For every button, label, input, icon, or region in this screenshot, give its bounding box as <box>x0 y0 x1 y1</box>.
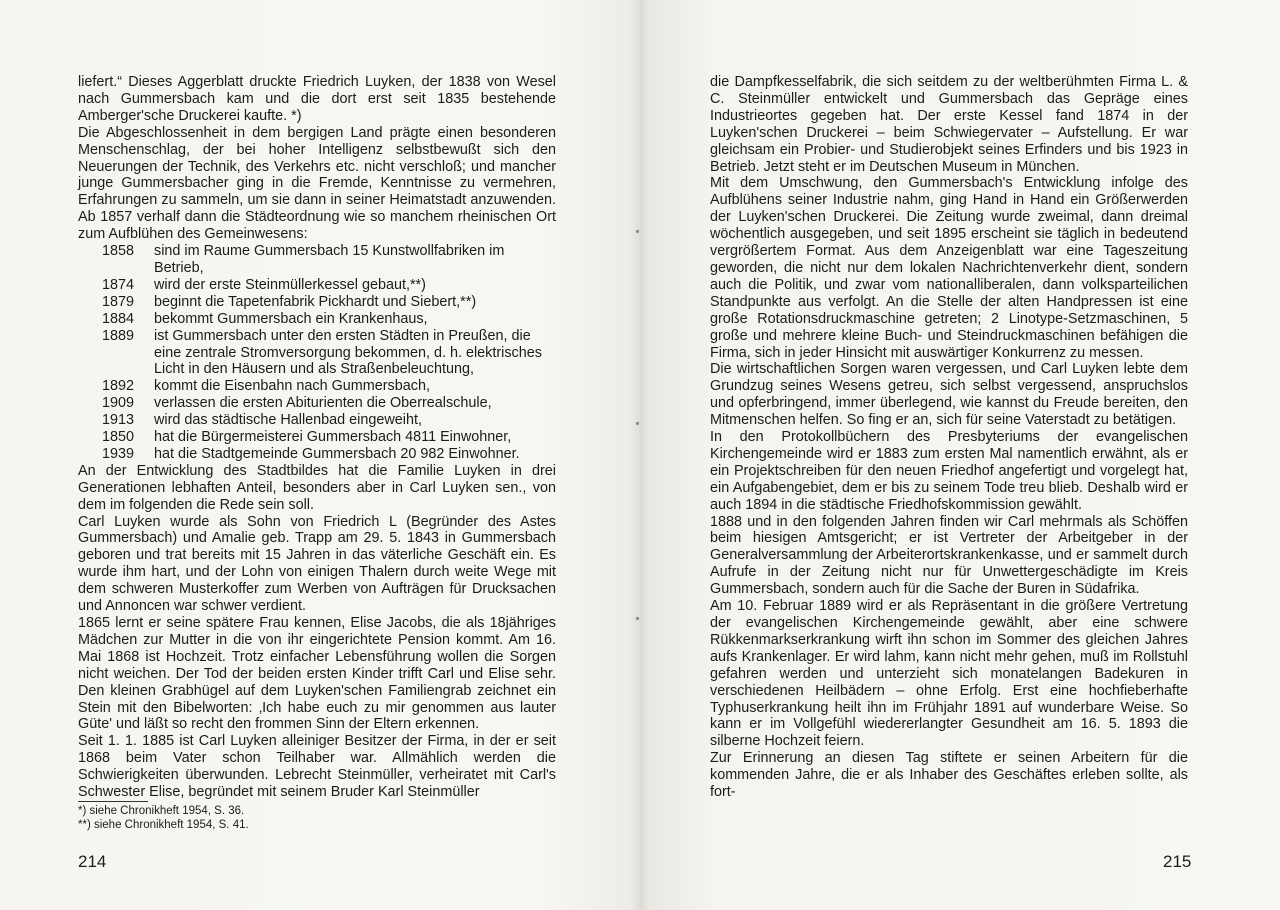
list-item <box>78 277 556 294</box>
right-text-column <box>710 74 1188 801</box>
list-text: wird das städtische Hallenbad eingeweiht, <box>154 412 422 429</box>
paragraph: Am 10. Februar 1889 wird er als Repräsentant in die größere Vertretung der evangelischen Kirchengemeinde gewählt, aber eine schwere Rükkenmarkserkrankung wirft ihn schon im Sommer des gleichen Jahres aufs Krankenlager. Er wird lahm, kann nicht mehr gehen, muß im Rollstuhl gefahren werden und unterzieht sich monatelangen Badekuren in verschiedenen Heilbädern – ohne Erfolg. Erst eine hochfieberhafte Typhuserkrankung heilt ihn im Frühjahr 1891 auf wunderbare Weise. So kann er im Vollgefühl wiedererlangter Gesundheit am 16. 5. 1893 die silberne Hochzeit feiern. <box>710 598 1188 750</box>
list-item <box>78 311 556 328</box>
list-item <box>78 294 556 311</box>
list-year: 1909 <box>102 395 135 412</box>
list-year: 1889 <box>102 327 135 344</box>
paragraph: Die wirtschaftlichen Sorgen waren vergessen, und Carl Luyken lebte dem Grundzug seines Wesens getreu, sich selbst vergessend, anspruchslos und opferbringend, immer überlegend, wie kannst du Freude bereiten, den Mitmenschen helfen. So fing er an, sich für seine Vaterstadt zu betätigen. <box>710 361 1188 429</box>
list-item <box>78 378 556 395</box>
paragraph: Zur Erinnerung an diesen Tag stiftete er seinen Arbeitern für die kommenden Jahre, die er als Inhaber des Geschäftes erleben sollte, als fort- <box>710 750 1188 801</box>
list-text: hat die Stadtgemeinde Gummersbach 20 982 Einwohner. <box>154 445 520 462</box>
list-year: 1884 <box>102 310 135 327</box>
list-year: 1874 <box>102 276 135 293</box>
footnotes <box>78 804 249 832</box>
gutter-mark <box>636 617 639 620</box>
list-year: 1892 <box>102 378 135 395</box>
paragraph: Mit dem Umschwung, den Gummersbach's Entwicklung infolge des Aufblühens seiner Industrie nahm, ging Hand in Hand ein Größerwerden der Luyken'schen Druckerei. Die Zeitung wurde zweimal, dann dreimal wöchentlich ausgegeben, und seit 1895 erscheint sie täglich in bedeutend vergrößertem Format. Aus dem Anzeigenblatt war eine Tageszeitung geworden, die nicht nur dem lokalen Nachrichtenverkehr dient, sondern auch die Politik, und zwar vom nationalliberalen, dann volksparteilichen Standpunkte aus verfolgt. An die Stelle der alten Handpressen ist eine große Rotationsdruckmaschine getreten; 2 Linotype-Setzmaschinen, 5 große und mehrere kleine Buch- und Steindruckmaschinen befähigen die Firma, sich in jeder Hinsicht mit auswärtiger Konkurrenz zu messen. <box>710 175 1188 361</box>
list-year: 1879 <box>102 293 135 310</box>
list-item <box>78 412 556 429</box>
paragraph: An der Entwicklung des Stadtbildes hat die Familie Luyken in drei Generationen lebhaften Anteil, besonders aber in Carl Luyken sen., von dem im folgenden die Rede sein soll. <box>78 462 556 513</box>
paragraph: die Dampfkesselfabrik, die sich seitdem zu der weltberühmten Firma L. & C. Steinmüller entwickelt und Gummersbach das Gepräge eines Industrieortes gegeben hat. Der erste Kessel fand 1874 in der Luyken'schen Druckerei – beim Schwiegervater – Aufstellung. Er war gleichsam ein Probier- und Studierobjekt seines Erfinders und bis 1923 in Betrieb. Jetzt steht er im Deutschen Museum in München. <box>710 74 1188 175</box>
paragraph: 1888 und in den folgenden Jahren finden wir Carl mehrmals als Schöffen beim hiesigen Amtsgericht; er ist Vertreter der Arbeitgeber in der Generalversammlung der Arbeiterortskrankenkasse, und er sammelt durch Aufrufe in der Zeitung nicht nur für Unwettergeschädigte im Kreis Gummersbach, sondern auch für die Sache der Buren in Südafrika. <box>710 513 1188 598</box>
paragraph: liefert.“ Dieses Aggerblatt druckte Friedrich Luyken, der 1838 von Wesel nach Gummersbach kam und die dort erst seit 1835 bestehende Amberger'sche Druckerei kaufte. *) <box>78 74 556 124</box>
list-item <box>78 395 556 412</box>
list-text: sind im Raume Gummersbach 15 Kunstwollfabriken im Betrieb, <box>154 243 505 276</box>
list-text: ist Gummersbach unter den ersten Städten in Preußen, die eine zentrale Stromversorgung bekommen, d. h. elektrisches Licht in den Häusern und als Straßenbeleuchtung, <box>154 327 542 378</box>
list-item <box>78 446 556 463</box>
paragraph: 1865 lernt er seine spätere Frau kennen, Elise Jacobs, die als 18jähriges Mädchen zur Mutter in die von ihr eingerichtete Pension kommt. Am 16. Mai 1868 ist Hochzeit. Trotz einfacher Lebensführung wollen die Sorgen nicht weichen. Der Tod der beiden ersten Kinder trifft Carl und Elise sehr. Den kleinen Grabhügel auf dem Luyken'schen Familiengrab zeichnet ein Stein mit den Bibelworten: ‚Ich habe euch zu mir genommen aus lauter Güte' und läßt so recht den frommen Sinn der Eltern erkennen. <box>78 615 556 733</box>
paragraph: In den Protokollbüchern des Presbyteriums der evangelischen Kirchengemeinde wird er 1883 zum ersten Mal namentlich erwähnt, als er ein Projektschreiben für den neuen Friedhof angefertigt und vorgelegt hat, ein Aufgabengebiet, dem er bis zu seinem Tode treu blieb. Deshalb wird er auch 1894 in die städtische Friedhofskommission gewählt. <box>710 429 1188 513</box>
page-number: 214 <box>78 852 107 871</box>
gutter-mark <box>636 230 639 233</box>
footnote: *) siehe Chronikheft 1954, S. 36. <box>78 805 245 817</box>
list-item <box>78 328 556 379</box>
paragraph: Carl Luyken wurde als Sohn von Friedrich L (Begründer des Astes Gummersbach) und Amalie geb. Trapp am 29. 5. 1843 in Gummersbach geboren und trat bereits mit 15 Jahren in das väterliche Geschäft ein. Es wurde ihm hart, und der Lohn von einigen Thalern durch weite Wege mit dem schweren Musterkoffer zum Werben von Aufträgen für Drucksachen und Annoncen war schwer verdient. <box>78 513 556 615</box>
list-item <box>78 243 556 277</box>
chronology-list <box>78 243 556 463</box>
list-text: wird der erste Steinmüllerkessel gebaut,**) <box>154 276 426 293</box>
footnote: **) siehe Chronikheft 1954, S. 41. <box>78 819 249 831</box>
right-page <box>640 0 1280 910</box>
list-year: 1850 <box>102 429 135 446</box>
footnote-divider <box>78 801 148 802</box>
list-item <box>78 429 556 446</box>
list-text: kommt die Eisenbahn nach Gummersbach, <box>154 378 430 395</box>
list-text: verlassen die ersten Abiturienten die Oberrealschule, <box>154 395 492 412</box>
list-text: beginnt die Tapetenfabrik Pickhardt und Siebert,**) <box>154 293 477 310</box>
left-text-column <box>78 74 556 801</box>
page-number: 215 <box>1163 852 1192 871</box>
paragraph: Die Abgeschlossenheit in dem bergigen Land prägte einen besonderen Menschenschlag, der bei hoher Intelligenz selbstbewußt sich den Neuerungen der Technik, des Verkehrs etc. nicht verschloß; und mancher junge Gummersbacher ging in die Fremde, Kenntnisse zu vermehren, Erfahrungen zu sammeln, um sie dann in seiner Heimatstadt anzuwenden. Ab 1857 verhalf dann die Städteordnung wie so manchem rheinischen Ort zum Aufblühen des Gemeinwesens: <box>78 124 556 243</box>
list-text: bekommt Gummersbach ein Krankenhaus, <box>154 310 428 327</box>
book-gutter <box>630 0 650 910</box>
list-text: hat die Bürgermeisterei Gummersbach 4811 Einwohner, <box>154 429 512 446</box>
list-year: 1939 <box>102 445 135 462</box>
gutter-mark <box>636 422 639 425</box>
list-year: 1858 <box>102 243 135 260</box>
list-year: 1913 <box>102 412 135 429</box>
paragraph: Seit 1. 1. 1885 ist Carl Luyken alleiniger Besitzer der Firma, in der er seit 1868 beim Vater schon Teilhaber war. Allmählich werden die Schwierigkeiten überwunden. Lebrecht Steinmüller, verheiratet mit Carl's Schwester Elise, begründet mit seinem Bruder Karl Steinmüller <box>78 733 556 801</box>
